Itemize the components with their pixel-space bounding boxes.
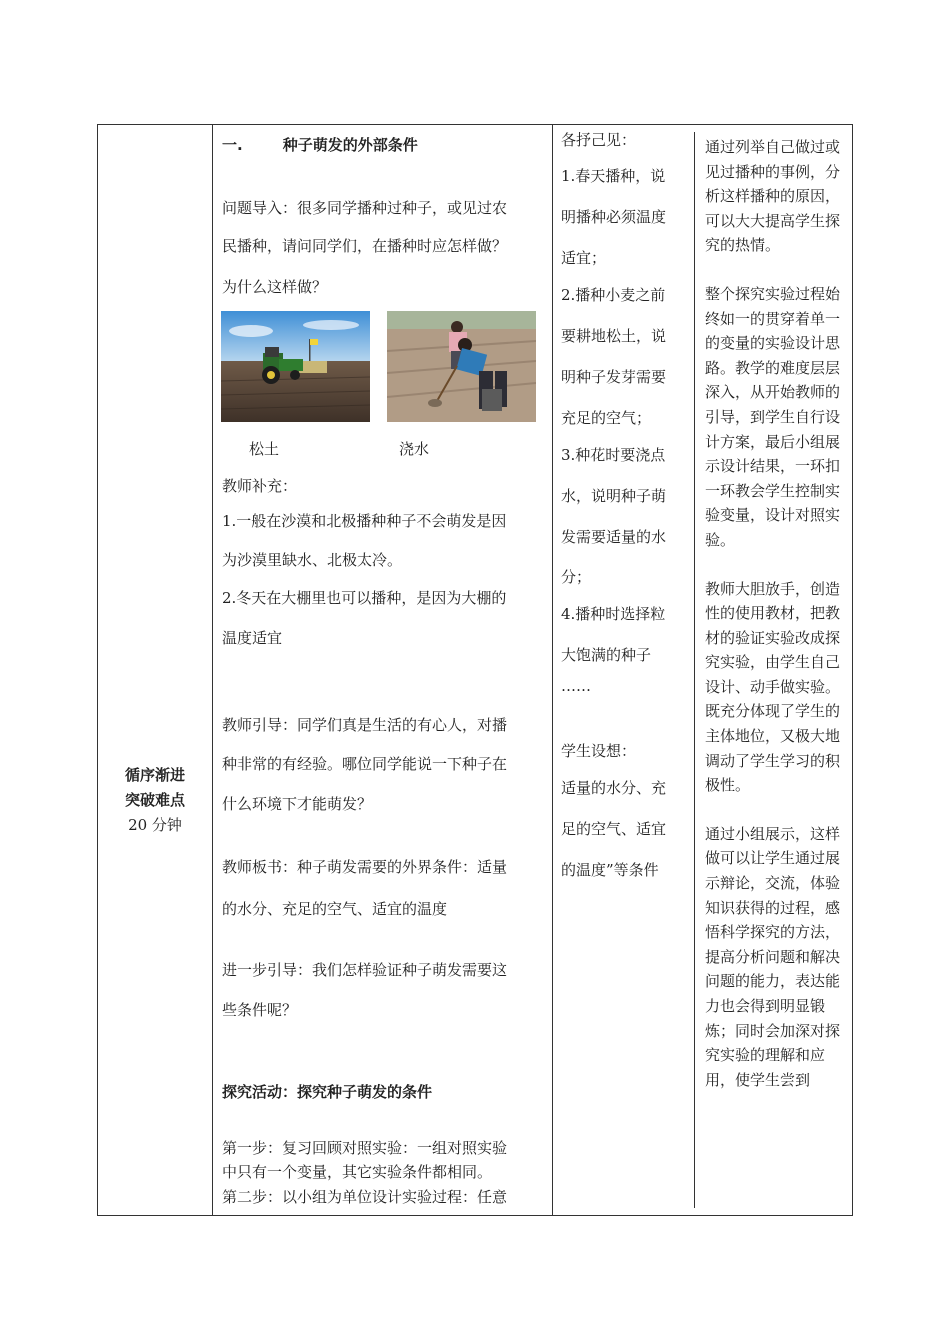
stage-duration: 20 分钟 bbox=[128, 816, 182, 834]
intent-paragraph: 通过小组展示，这样做可以让学生通过展示辩论，交流，体验知识获得的过程，感悟科学探究的方法，提高分析问题和解决问题的能力，表达能力也会得到明显锻炼；同时会加深对探究实验的理解和应用，使学生尝到 bbox=[705, 824, 841, 1089]
supplement-line: 温度适宜 bbox=[222, 629, 283, 647]
photo-caption: 浇水 bbox=[399, 440, 430, 458]
student-line: 充足的空气； bbox=[561, 409, 652, 427]
teaching-cell bbox=[213, 125, 552, 1215]
activity-title: 探究活动：探究种子萌发的条件 bbox=[222, 1083, 433, 1101]
stage-cell bbox=[98, 125, 212, 1215]
student-idea-line: 足的空气、适宜 bbox=[561, 820, 667, 838]
photo-caption: 松土 bbox=[249, 440, 280, 458]
step-line: 第二步：以小组为单位设计实验过程：任意 bbox=[222, 1188, 508, 1206]
further-line: 些条件呢？ bbox=[222, 1001, 298, 1019]
supplement-line: 2.冬天在大棚里也可以播种，是因为大棚的 bbox=[222, 589, 507, 607]
step-line: 中只有一个变量，其它实验条件都相同。 bbox=[222, 1163, 493, 1181]
student-line: 大饱满的种子 bbox=[561, 646, 652, 664]
stage-label bbox=[98, 763, 212, 838]
section-title-text: 种子萌发的外部条件 bbox=[282, 136, 418, 154]
supplement-line: 1.一般在沙漠和北极播种种子不会萌发是因 bbox=[222, 512, 507, 530]
student-line: …… bbox=[561, 677, 591, 695]
intro-line: 民播种，请问同学们，在播种时应怎样做？ bbox=[222, 237, 508, 255]
further-line: 进一步引导：我们怎样验证种子萌发需要这 bbox=[222, 961, 508, 979]
tractor-field-photo bbox=[221, 311, 370, 422]
stage-title-line1: 循序渐进 bbox=[124, 766, 185, 784]
student-line: 明播种必须温度 bbox=[561, 208, 667, 226]
intent-text bbox=[705, 135, 845, 1116]
student-line: 适宜； bbox=[561, 249, 607, 267]
stage-title-line2: 突破难点 bbox=[124, 791, 185, 809]
intro-line: 为什么这样做？ bbox=[222, 278, 328, 296]
student-line: 1.春天播种，说 bbox=[561, 167, 666, 185]
student-line: 各抒己见： bbox=[561, 131, 637, 149]
student-line: 2.播种小麦之前 bbox=[561, 286, 666, 304]
student-line: 要耕地松土，说 bbox=[561, 327, 667, 345]
student-idea-line: 的温度”等条件 bbox=[561, 861, 659, 879]
intent-paragraph: 整个探究实验过程始终如一的贯穿着单一的变量的实验设计思路。教学的难度层层深入，从开始教师的引导，到学生自行设计方案，最后小组展示设计结果，一环扣一环教会学生控制实验变量，设计对照实验。 bbox=[705, 284, 841, 549]
section-title bbox=[222, 134, 418, 155]
guide-line: 什么环境下才能萌发？ bbox=[222, 795, 373, 813]
supplement-label: 教师补充： bbox=[222, 477, 298, 495]
student-idea-label: 学生设想： bbox=[561, 742, 637, 760]
board-line: 的水分、充足的空气、适宜的温度 bbox=[222, 900, 448, 918]
student-line: 4.播种时选择粒 bbox=[561, 605, 666, 623]
intent-paragraph: 教师大胆放手，创造性的使用教材，把教材的验证实验改成探究实验，由学生自己设计、动手做实验。既充分体现了学生的主体地位，又极大地调动了学生学习的积极性。 bbox=[705, 579, 841, 795]
lesson-table bbox=[97, 124, 853, 1216]
guide-line: 教师引导：同学们真是生活的有心人，对播 bbox=[222, 716, 508, 734]
student-line: 水，说明种子萌 bbox=[561, 487, 667, 505]
student-line: 明种子发芽需要 bbox=[561, 368, 667, 386]
guide-line: 种非常的有经验。哪位同学能说一下种子在 bbox=[222, 755, 508, 773]
intro-line: 问题导入：很多同学播种过种子，或见过农 bbox=[222, 199, 508, 217]
student-cell bbox=[553, 125, 694, 1215]
watering-field-photo bbox=[387, 311, 536, 422]
student-idea-line: 适量的水分、充 bbox=[561, 779, 667, 797]
step-line: 第一步：复习回顾对照实验：一组对照实验 bbox=[222, 1139, 508, 1157]
board-line: 教师板书：种子萌发需要的外界条件：适量 bbox=[222, 858, 508, 876]
student-line: 发需要适量的水 bbox=[561, 528, 667, 546]
intent-cell bbox=[695, 125, 854, 1215]
student-line: 3.种花时要浇点 bbox=[561, 446, 666, 464]
section-number: 一. bbox=[222, 136, 243, 154]
supplement-line: 为沙漠里缺水、北极太冷。 bbox=[222, 551, 403, 569]
intent-paragraph: 通过列举自己做过或见过播种的事例，分析这样播种的原因，可以大大提高学生探究的热情。 bbox=[705, 138, 841, 255]
student-line: 分； bbox=[561, 568, 592, 586]
